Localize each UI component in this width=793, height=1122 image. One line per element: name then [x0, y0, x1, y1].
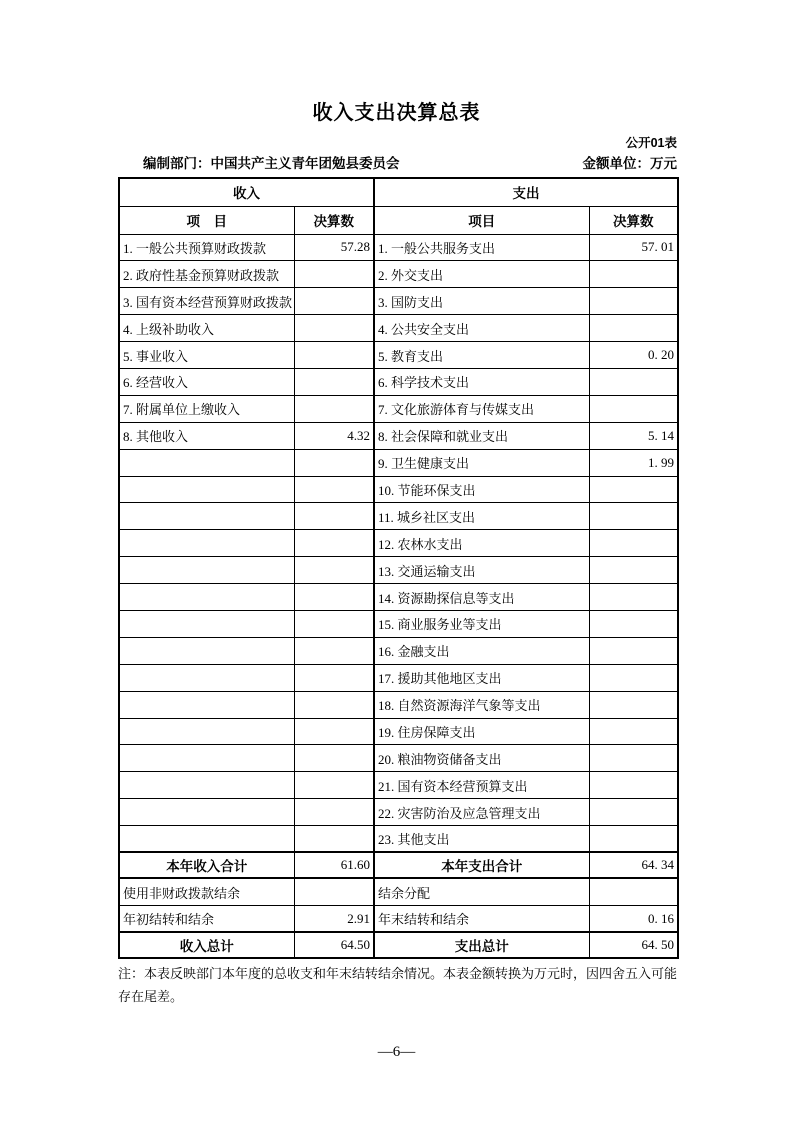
- expense-value-cell: [589, 261, 678, 288]
- expense-item-cell: 支出总计: [374, 932, 589, 958]
- table-row: [119, 368, 678, 395]
- expense-item-cell: 10. 节能环保支出: [374, 476, 589, 503]
- income-value-cell: [294, 395, 374, 422]
- table-row: [119, 852, 678, 878]
- expense-value-cell: [589, 503, 678, 530]
- income-value-cell: [294, 799, 374, 826]
- table-row: [119, 315, 678, 342]
- table-row: [119, 503, 678, 530]
- table-row: [119, 772, 678, 799]
- table-row: [119, 530, 678, 557]
- income-item-cell: [119, 530, 294, 557]
- expense-item-cell: 年末结转和结余: [374, 905, 589, 932]
- footnote: 注：本表反映部门本年度的总收支和年末结转结余情况。本表金额转换为万元时，因四舍五入可能存在尾差。: [118, 966, 678, 1004]
- income-value-cell: [294, 718, 374, 745]
- table-row: [119, 878, 678, 905]
- income-value-cell: [294, 449, 374, 476]
- expense-item-cell: 13. 交通运输支出: [374, 557, 589, 584]
- income-item-cell: 使用非财政拨款结余: [119, 878, 294, 905]
- expense-value-cell: [589, 637, 678, 664]
- expense-item-cell: 7. 文化旅游体育与传媒支出: [374, 395, 589, 422]
- table-row: [119, 288, 678, 315]
- expense-value-cell: 5. 14: [589, 422, 678, 449]
- income-value-cell: [294, 261, 374, 288]
- income-item-cell: 2. 政府性基金预算财政拨款: [119, 261, 294, 288]
- expense-item-cell: 16. 金融支出: [374, 637, 589, 664]
- expense-item-cell: 21. 国有资本经营预算支出: [374, 772, 589, 799]
- income-value-cell: [294, 691, 374, 718]
- expense-value-cell: [589, 826, 678, 853]
- expense-value-cell: 0. 20: [589, 342, 678, 369]
- expense-value-column-header: 决算数: [589, 206, 678, 234]
- income-value-cell: [294, 288, 374, 315]
- income-item-cell: [119, 691, 294, 718]
- prepared-by-label: 编制部门：中国共产主义青年团勉县委员会: [143, 156, 400, 171]
- expense-item-cell: 3. 国防支出: [374, 288, 589, 315]
- income-item-cell: 5. 事业收入: [119, 342, 294, 369]
- table-row: [119, 342, 678, 369]
- expense-item-cell: 17. 援助其他地区支出: [374, 664, 589, 691]
- final-accounts-table: [118, 177, 679, 959]
- expense-value-cell: [589, 530, 678, 557]
- expense-value-cell: [589, 368, 678, 395]
- page-title: 收入支出决算总表: [312, 102, 481, 124]
- income-value-cell: [294, 342, 374, 369]
- income-item-cell: [119, 449, 294, 476]
- expense-item-cell: 本年支出合计: [374, 852, 589, 878]
- expense-value-cell: [589, 288, 678, 315]
- expense-value-cell: [589, 691, 678, 718]
- table-row: [119, 449, 678, 476]
- table-row: [119, 610, 678, 637]
- table-code-label: 公开01表: [625, 136, 677, 150]
- income-value-cell: [294, 610, 374, 637]
- expense-item-cell: 18. 自然资源海洋气象等支出: [374, 691, 589, 718]
- income-value-cell: [294, 826, 374, 853]
- expense-item-cell: 19. 住房保障支出: [374, 718, 589, 745]
- income-value-cell: [294, 745, 374, 772]
- table-row: [119, 476, 678, 503]
- income-value-cell: [294, 637, 374, 664]
- expense-value-cell: 0. 16: [589, 905, 678, 932]
- expense-item-cell: 22. 灾害防治及应急管理支出: [374, 799, 589, 826]
- income-item-cell: 年初结转和结余: [119, 905, 294, 932]
- income-item-cell: [119, 772, 294, 799]
- expense-value-cell: [589, 664, 678, 691]
- income-group-header: 收入: [119, 178, 374, 206]
- income-value-cell: [294, 476, 374, 503]
- income-item-cell: 1. 一般公共预算财政拨款: [119, 234, 294, 261]
- income-value-cell: 2.91: [294, 905, 374, 932]
- income-item-cell: [119, 826, 294, 853]
- expense-item-cell: 11. 城乡社区支出: [374, 503, 589, 530]
- expense-item-cell: 9. 卫生健康支出: [374, 449, 589, 476]
- table-row: [119, 691, 678, 718]
- expense-value-cell: [589, 772, 678, 799]
- expense-item-column-header: 项目: [374, 206, 589, 234]
- expense-group-header: 支出: [374, 178, 678, 206]
- expense-item-cell: 12. 农林水支出: [374, 530, 589, 557]
- income-item-cell: [119, 664, 294, 691]
- income-value-cell: 4.32: [294, 422, 374, 449]
- income-value-cell: 64.50: [294, 932, 374, 958]
- expense-item-cell: 结余分配: [374, 878, 589, 905]
- unit-label: 金额单位：万元: [582, 156, 677, 171]
- expense-value-cell: [589, 878, 678, 905]
- expense-value-cell: 1. 99: [589, 449, 678, 476]
- income-value-cell: [294, 772, 374, 799]
- income-value-cell: [294, 530, 374, 557]
- income-value-cell: [294, 664, 374, 691]
- expense-item-cell: 4. 公共安全支出: [374, 315, 589, 342]
- income-item-cell: [119, 503, 294, 530]
- expense-value-cell: [589, 557, 678, 584]
- expense-item-cell: 6. 科学技术支出: [374, 368, 589, 395]
- table-row: [119, 637, 678, 664]
- page-number: —6—: [377, 1044, 416, 1060]
- prepared-by-line: [143, 152, 677, 172]
- income-item-cell: 8. 其他收入: [119, 422, 294, 449]
- table-row: [119, 395, 678, 422]
- expense-item-cell: 8. 社会保障和就业支出: [374, 422, 589, 449]
- expense-value-cell: [589, 395, 678, 422]
- table-group-header-row: [119, 178, 678, 206]
- income-item-cell: [119, 637, 294, 664]
- table-row: [119, 745, 678, 772]
- table-row: [119, 234, 678, 261]
- income-item-cell: [119, 718, 294, 745]
- table-row: [119, 557, 678, 584]
- table-row: [119, 664, 678, 691]
- table-row: [119, 422, 678, 449]
- income-value-cell: [294, 368, 374, 395]
- income-item-cell: [119, 610, 294, 637]
- expense-value-cell: [589, 718, 678, 745]
- table-row: [119, 718, 678, 745]
- expense-value-cell: [589, 584, 678, 611]
- income-item-cell: [119, 584, 294, 611]
- expense-value-cell: [589, 610, 678, 637]
- table-row: [119, 261, 678, 288]
- income-item-cell: 收入总计: [119, 932, 294, 958]
- income-value-cell: [294, 503, 374, 530]
- income-item-cell: 7. 附属单位上缴收入: [119, 395, 294, 422]
- table-body: [119, 234, 678, 958]
- income-item-cell: 6. 经营收入: [119, 368, 294, 395]
- income-item-cell: [119, 557, 294, 584]
- expense-item-cell: 5. 教育支出: [374, 342, 589, 369]
- expense-value-cell: 64. 34: [589, 852, 678, 878]
- expense-item-cell: 15. 商业服务业等支出: [374, 610, 589, 637]
- income-value-cell: [294, 584, 374, 611]
- expense-value-cell: [589, 476, 678, 503]
- expense-item-cell: 14. 资源勘探信息等支出: [374, 584, 589, 611]
- income-item-cell: 4. 上级补助收入: [119, 315, 294, 342]
- income-item-cell: 3. 国有资本经营预算财政拨款: [119, 288, 294, 315]
- table-row: [119, 799, 678, 826]
- table-row: [119, 932, 678, 958]
- table-row: [119, 905, 678, 932]
- expense-value-cell: 57. 01: [589, 234, 678, 261]
- income-value-cell: [294, 557, 374, 584]
- expense-item-cell: 2. 外交支出: [374, 261, 589, 288]
- income-value-column-header: 决算数: [294, 206, 374, 234]
- expense-item-cell: 20. 粮油物资储备支出: [374, 745, 589, 772]
- table-row: [119, 826, 678, 853]
- expense-item-cell: 1. 一般公共服务支出: [374, 234, 589, 261]
- income-value-cell: 57.28: [294, 234, 374, 261]
- expense-value-cell: [589, 799, 678, 826]
- income-value-cell: 61.60: [294, 852, 374, 878]
- expense-item-cell: 23. 其他支出: [374, 826, 589, 853]
- income-item-cell: [119, 745, 294, 772]
- expense-value-cell: 64. 50: [589, 932, 678, 958]
- income-item-column-header: 项 目: [119, 206, 294, 234]
- expense-value-cell: [589, 315, 678, 342]
- income-value-cell: [294, 315, 374, 342]
- income-item-cell: [119, 476, 294, 503]
- income-item-cell: [119, 799, 294, 826]
- expense-value-cell: [589, 745, 678, 772]
- income-value-cell: [294, 878, 374, 905]
- income-item-cell: 本年收入合计: [119, 852, 294, 878]
- table-column-header-row: [119, 206, 678, 234]
- table-row: [119, 584, 678, 611]
